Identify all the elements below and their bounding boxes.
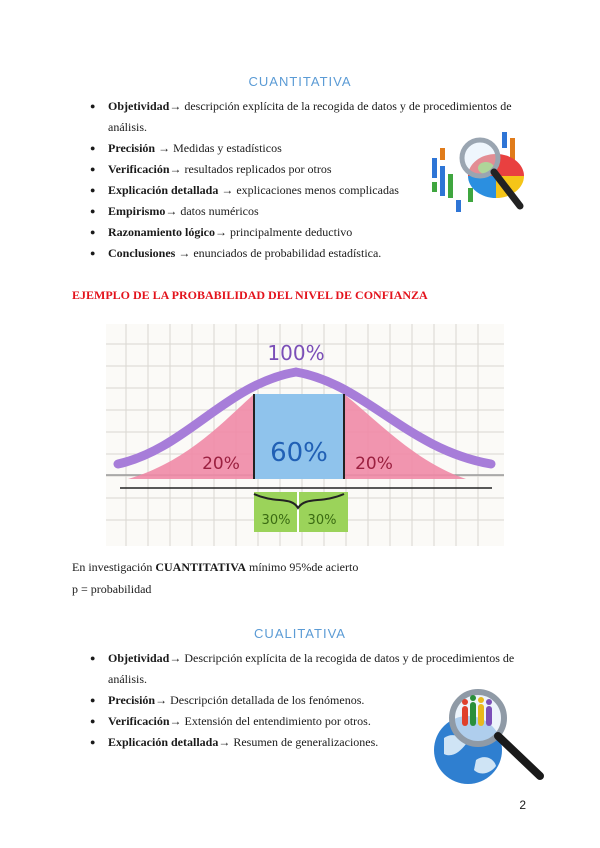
- chart-magnifier-image: [428, 126, 532, 216]
- list-item: ● Conclusiones → enunciados de probabilidad estadística.: [72, 243, 548, 264]
- list-item: ● Razonamiento lógico→ principalmente deductivo: [72, 222, 548, 243]
- qualitative-heading: CUALITATIVA: [254, 626, 346, 641]
- list-item: ● Verificación→ resultados replicados por otros: [72, 159, 548, 180]
- list-item: ● Empirismo→ datos numéricos: [72, 201, 548, 222]
- confidence-curve-diagram: [106, 324, 504, 546]
- label-30-right: 30%: [307, 513, 337, 528]
- list-item: ● Objetividad→ Descripción explícita de la recogida de datos y de procedimientos de análisis.: [72, 648, 548, 690]
- page-number: 2: [519, 798, 526, 812]
- quantitative-note: En investigación CUANTITATIVA mínimo 95%de acierto: [72, 560, 359, 574]
- list-item: ● Precisión→ Descripción detallada de los fenómenos.: [72, 690, 548, 711]
- label-20-left: 20%: [202, 454, 240, 474]
- quantitative-heading: CUANTITATIVA: [248, 74, 352, 89]
- label-100: 100%: [267, 341, 325, 365]
- list-item: ● Verificación→ Extensión del entendimiento por otros.: [72, 711, 548, 732]
- list-item: ● Explicación detallada→ Resumen de generalizaciones.: [72, 732, 548, 753]
- list-item: ● Precisión → Medidas y estadísticos: [72, 138, 548, 159]
- globe-magnifier-image: [422, 688, 554, 788]
- label-60: 60%: [270, 438, 328, 468]
- example-title: EJEMPLO DE LA PROBABILIDAD DEL NIVEL DE CONFIANZA: [72, 288, 428, 302]
- probability-note: p = probabilidad: [72, 582, 152, 596]
- label-30-left: 30%: [261, 513, 291, 528]
- label-20-right: 20%: [355, 454, 393, 474]
- list-item: ● Objetividad→ descripción explícita de la recogida de datos y de procedimientos de análisis.: [72, 96, 548, 138]
- list-item: ● Explicación detallada → explicaciones menos complicadas: [72, 180, 548, 201]
